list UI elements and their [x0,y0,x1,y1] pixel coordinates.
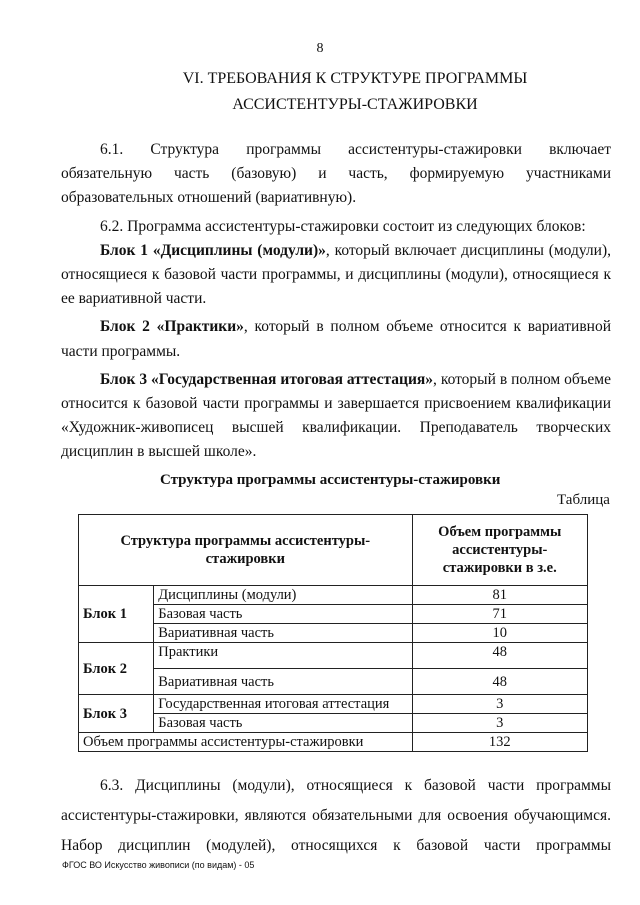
header-structure [79,515,413,586]
paragraph-block-1 [61,239,611,312]
total-value-cell: 132 [412,733,587,752]
value-cell: 3 [412,714,587,733]
table-row [79,605,588,624]
total-label-cell: Объем программы ассистентуры-стажировки [79,733,413,752]
section-title [0,66,640,118]
value-cell: 10 [412,624,587,643]
block-cell: Блок 3 [79,695,154,733]
document-footer: ФГОС ВО Искусство живописи (по видам) - 05 [62,860,255,870]
paragraph-block-2 [61,315,611,363]
value-cell: 81 [412,586,587,605]
header-volume [412,515,587,586]
table-row [79,643,588,669]
block-3-text: , который в полном объеме относится к базовой части программы и завершается присвоением квалификации «Художник-живописец высшей квалификации. Преподаватель творческих [61,370,611,437]
block-cell: Блок 2 [79,643,154,695]
block-2-text: , который в полном объеме относится к вариативной части программы. [61,318,611,360]
name-cell: Базовая часть [154,714,412,733]
name-cell: Практики [154,643,412,669]
table-row [79,714,588,733]
header-structure-text: Структура программы ассистентуры-стажировки [120,533,371,567]
section-title-line-2: АССИСТЕНТУРЫ-СТАЖИРОВКИ [232,96,478,113]
page-number: 8 [316,41,324,56]
name-cell: Вариативная часть [154,669,412,695]
table-caption: Структура программы ассистентуры-стажировки [160,472,501,488]
table-row [79,695,588,714]
block-cell: Блок 1 [79,586,154,643]
value-cell: 48 [412,669,587,695]
paragraph-6-1: 6.1. Структура программы ассистентуры-стажировки включает обязательную часть (базовую) и часть, формируемую участниками образовательных отношений (вариативную). [61,141,611,207]
header-volume-text: Объем программы ассистентуры-стажировки в з.е. [438,524,562,576]
structure-table [78,514,588,752]
name-cell: Дисциплины (модули) [154,586,412,605]
name-cell: Базовая часть [154,605,412,624]
table-tag: Таблица [557,492,610,508]
block-2-label: Блок 2 «Практики» [100,318,244,336]
name-cell: Вариативная часть [154,624,412,643]
continuation-text [61,771,611,861]
paragraph-6-2: 6.2. Программа ассистентуры-стажировки состоит из следующих блоков: [100,217,586,235]
main-text [61,138,611,465]
name-cell: Государственная итоговая аттестация [154,695,412,714]
value-cell: 71 [412,605,587,624]
block-1-label: Блок 1 «Дисциплины (модули)» [100,241,326,259]
block-1-text: , который включает дисциплины (модули), относящиеся к базовой части программы, и дисциплины (модули), относящиеся к ее вариативной части. [61,241,611,308]
table-total-row [79,733,588,752]
paragraph-block-3-end: дисциплин в высшей школе». [61,443,257,461]
block-3-label: Блок 3 «Государственная итоговая аттестация» [100,370,434,388]
table-row [79,669,588,695]
value-cell: 48 [412,643,587,669]
paragraph-block-3 [61,368,611,441]
paragraph-6-3: 6.3. Дисциплины (модули), относящиеся к базовой части программы ассистентуры-стажировки, являются обязательными для освоения обучающимся. Набор дисциплин (модулей), относящихся к базовой части программы [61,777,611,854]
table-row [79,586,588,605]
table-row [79,624,588,643]
section-title-line-1: VI. ТРЕБОВАНИЯ К СТРУКТУРЕ ПРОГРАММЫ [182,70,528,87]
value-cell: 3 [412,695,587,714]
table-header-row [79,515,588,586]
